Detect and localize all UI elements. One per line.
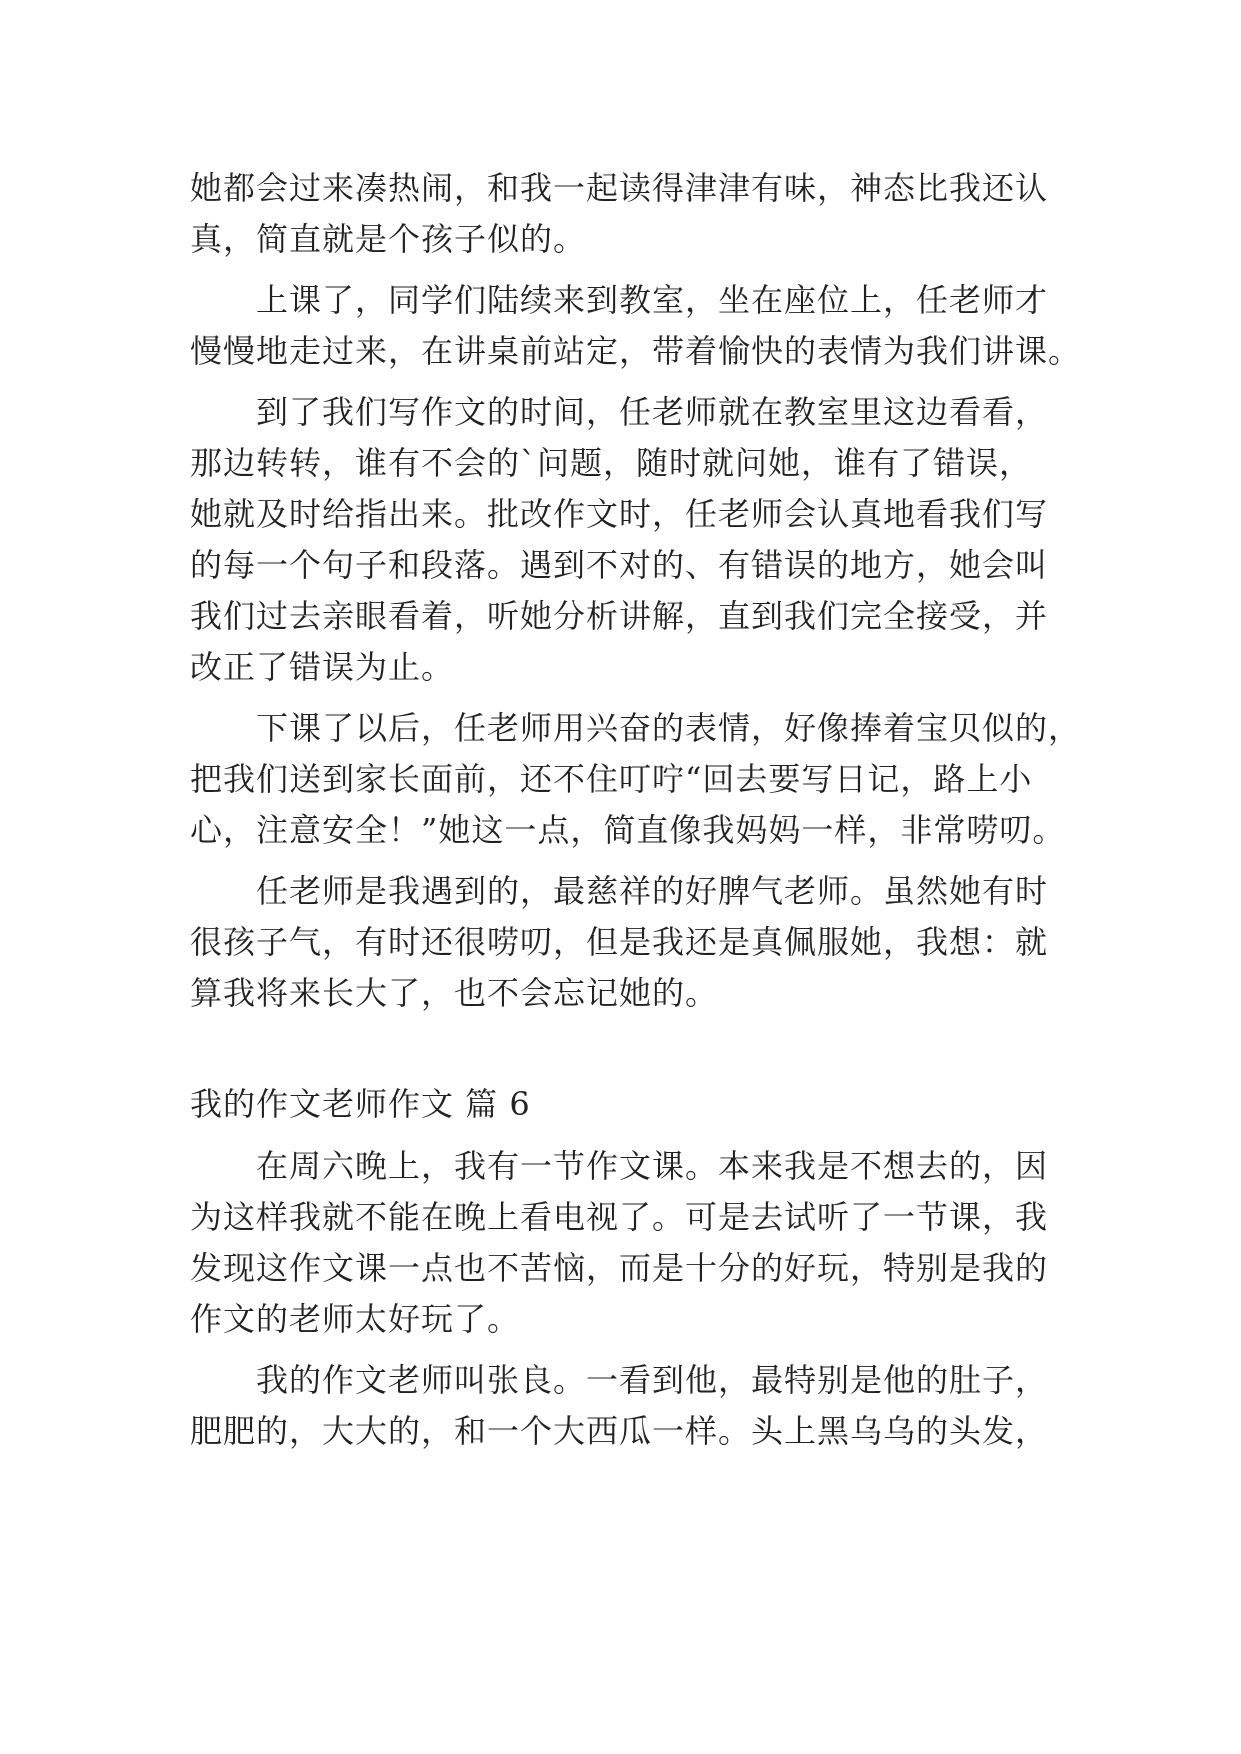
text-line: 那边转转，谁有不会的`问题，随时就问她，谁有了错误，	[190, 444, 1033, 482]
text-line: 上课了，同学们陆续来到教室，坐在座位上，任老师才	[256, 281, 1049, 319]
text-line: 为这样我就不能在晚上看电视了。可是去试听了一节课，我	[190, 1198, 1049, 1236]
text-line: 任老师是我遇到的，最慈祥的好脾气老师。虽然她有时	[256, 872, 1049, 910]
text-line: 她都会过来凑热闹，和我一起读得津津有味，神态比我还认	[190, 169, 1049, 207]
text-line: 慢慢地走过来，在讲桌前站定，带着愉快的表情为我们讲课。	[190, 332, 1082, 370]
text-line: 作文的老师太好玩了。	[190, 1300, 521, 1338]
text-line: 在周六晚上，我有一节作文课。本来我是不想去的，因	[256, 1147, 1049, 1185]
text-line: 发现这作文课一点也不苦恼，而是十分的好玩，特别是我的	[190, 1249, 1049, 1287]
text-line: 把我们送到家长面前，还不住叮咛“回去要写日记，路上小	[190, 760, 1033, 798]
text-line: 真，简直就是个孩子似的。	[190, 220, 587, 258]
text-line: 肥肥的，大大的，和一个大西瓜一样。头上黑乌乌的头发，	[190, 1412, 1049, 1450]
section-heading: 我的作文老师作文 篇 6	[190, 1085, 531, 1123]
text-line: 心，注意安全！”她这一点，简直像我妈妈一样，非常唠叨。	[190, 811, 1066, 849]
text-line: 我们过去亲眼看着，听她分析讲解，直到我们完全接受，并	[190, 597, 1049, 635]
text-line: 的每一个句子和段落。遇到不对的、有错误的地方，她会叫	[190, 546, 1049, 584]
text-line: 改正了错误为止。	[190, 648, 455, 686]
text-line: 下课了以后，任老师用兴奋的表情，好像捧着宝贝似的，	[256, 709, 1082, 747]
text-line: 她就及时给指出来。批改作文时，任老师会认真地看我们写	[190, 495, 1049, 533]
text-line: 算我将来长大了，也不会忘记她的。	[190, 974, 719, 1012]
text-line: 很孩子气，有时还很唠叨，但是我还是真佩服她，我想：就	[190, 923, 1049, 961]
text-line: 我的作文老师叫张良。一看到他，最特别是他的肚子，	[256, 1361, 1049, 1399]
text-line: 到了我们写作文的时间，任老师就在教室里这边看看，	[256, 393, 1049, 431]
